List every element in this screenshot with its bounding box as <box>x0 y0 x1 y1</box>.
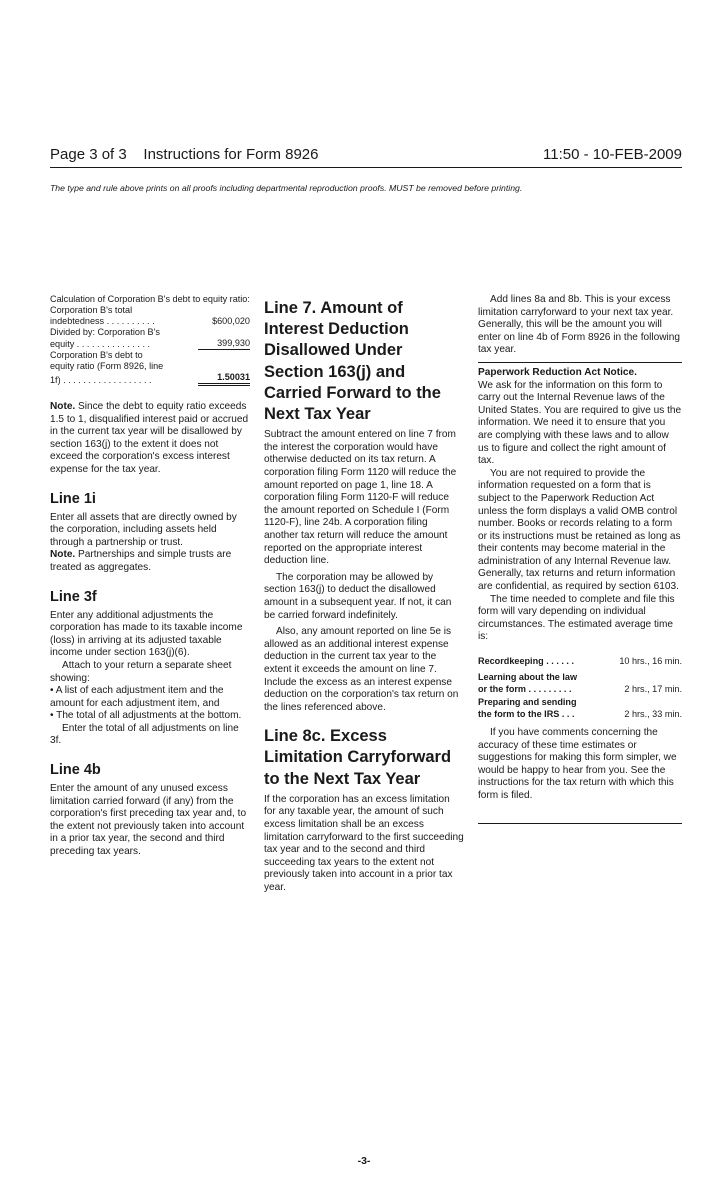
calc-row2-value: 399,930 <box>198 338 250 350</box>
header-right: 11:50 - 10-FEB-2009 <box>543 146 682 163</box>
line-8c-text: If the corporation has an excess limitation for any taxable year, the amount of such excess limitation shall be an excess limitation carryforward to the first succeeding tax year and to the second and third succeeding tax years to the extent not previously taken into account in a prior tax year. <box>264 793 464 894</box>
note-label: Note. <box>50 401 76 412</box>
pra-comments: If you have comments concerning the accuracy of these time estimates or suggestions for making this form simpler, we would be happy to hear from you. See the instructions for the tax return with which this form is filed. <box>478 727 677 801</box>
time-row-preparing <box>478 708 682 721</box>
calc-row3-label-a: Corporation B's debt to <box>50 350 143 360</box>
line-7-text: Subtract the amount entered on line 7 from the interest the corporation would have otherwise deducted on its tax return. A corporation filing Form 1120 will reduce the amount reported on page 1, line 18. A corporation filing Form 1120-F will reduce the amount reported on Schedule I (Form 1120-F), line 24b. A corporation filing another tax return will reduce the amount reported on the appropriate interest deduction line. <box>264 429 457 567</box>
header-left: Page 3 of 3 Instructions for Form 8926 <box>50 146 319 163</box>
line-4b-heading: Line 4b <box>50 762 101 779</box>
pra-heading: Paperwork Reduction Act Notice. <box>478 366 637 378</box>
line-3f-text: Enter any additional adjustments the corporation has made to its taxable income (loss) in arriving at its adjusted taxable income under section 163(j)(6). <box>50 609 243 659</box>
pra-text: We ask for the information on this form to carry out the Internal Revenue laws of the United States. You are required to give us the information. We need it to ensure that you are complying with these laws and to allow us to figure and collect the right amount of tax. <box>478 379 682 467</box>
bullet-item: • A list of each adjustment item and the amount for each adjustment item, and <box>50 685 224 709</box>
pra-text: You are not required to provide the information requested on a form that is subject to the Paperwork Reduction Act unless the form displays a valid OMB control number. Books or records relating to a form or its instructions must be retained as long as their contents may become material in the administration of any Internal Revenue law. Generally, tax returns and return information are confidential, as required by section 6103. <box>478 467 681 593</box>
debt-equity-calculation <box>50 294 250 386</box>
page-number: -3- <box>357 1155 371 1167</box>
heading-line: Line 8c. Excess <box>264 727 387 746</box>
note-text: Partnerships and simple trusts are treated as aggregates. <box>50 549 232 573</box>
time-value: 2 hrs., 17 min. <box>624 684 682 695</box>
line-8c-add: Add lines 8a and 8b. This is your excess limitation carryforward to your next tax year. Generally, this will be the amount you will enter on line 4b of Form 8926 in the following tax year. <box>478 294 680 356</box>
line-3f-total: Enter the total of all adjustments on line 3f. <box>50 722 239 747</box>
end-rule <box>478 823 682 824</box>
line-3f-attach: Attach to your return a separate sheet showing: <box>50 659 232 684</box>
note-text: Since the debt to equity ratio exceeds 1.5 to 1, disqualified interest paid or accrued in the current tax year will be disallowed by section 163(j) to the extent it does not exceed the corporation's excess interest expense for the tax year. <box>50 401 249 475</box>
header-rule <box>50 167 682 168</box>
time-label: or the form . . . . . . . . . <box>478 684 572 695</box>
heading-line: Next Tax Year <box>264 405 371 424</box>
note-debt-ratio <box>50 401 250 477</box>
heading-line: Section 163(j) and <box>264 362 406 381</box>
section-rule <box>478 362 682 363</box>
line-4b-text: Enter the amount of any unused excess limitation carried forward (if any) from the corporation's first preceding tax year and, to the extent not previously taken into account in a prior tax year, the second and third preceding tax years. <box>50 783 247 858</box>
line-7-line5e: Also, any amount reported on line 5e is allowed as an additional interest expense deduction in the current tax year to the extent it exceeds the amount on line 7. Include the excess as an interest expense deduction on the corporation's tax return on the lines referenced above. <box>264 626 459 713</box>
line-3f-heading: Line 3f <box>50 588 97 605</box>
time-label: Preparing and sending <box>478 696 577 707</box>
calc-row2-label-b: equity . . . . . . . . . . . . . . . <box>50 339 151 349</box>
line-8c-heading <box>264 726 464 790</box>
time-label: Recordkeeping . . . . . . <box>478 656 575 667</box>
calc-row3-label-b: equity ratio (Form 8926, line <box>50 361 164 371</box>
heading-line: Limitation Carryforward <box>264 748 452 767</box>
calc-title: Calculation of Corporation B's debt to equity ratio: <box>50 294 250 304</box>
note-label: Note. <box>50 549 76 561</box>
time-estimates <box>478 655 682 721</box>
time-label: Learning about the law <box>478 671 578 682</box>
column-1 <box>50 294 250 859</box>
time-label: the form to the IRS . . . <box>478 709 575 720</box>
column-2 <box>264 294 464 895</box>
line-7-heading <box>264 298 464 425</box>
calc-row1 <box>50 316 250 327</box>
calc-row2 <box>50 338 250 350</box>
calc-row3 <box>50 372 250 386</box>
calc-row1-label-b: indebtedness . . . . . . . . . . <box>50 316 155 326</box>
heading-line: Carried Forward to the <box>264 383 441 402</box>
column-3 <box>478 294 682 824</box>
time-value: 2 hrs., 33 min. <box>624 709 682 720</box>
calc-row3-label-c: 1f) . . . . . . . . . . . . . . . . . . <box>50 375 152 385</box>
time-label-learning <box>478 671 682 684</box>
time-row-recordkeeping <box>478 655 682 668</box>
time-value: 10 hrs., 16 min. <box>619 656 682 667</box>
heading-line: Line 7. Amount of <box>264 299 403 317</box>
line-7-carryforward: The corporation may be allowed by section 163(j) to deduct the disallowed amount in a subsequent year. If not, it can be carried forward indefinitely. <box>264 571 452 621</box>
calc-row3-value: 1.50031 <box>198 372 250 386</box>
line-1i-heading: Line 1i <box>50 490 96 507</box>
note-partnerships <box>50 549 250 574</box>
calc-row1-value: $600,020 <box>212 316 250 326</box>
heading-line: Disallowed Under <box>264 341 403 360</box>
time-row-learning <box>478 683 682 696</box>
bullet-item: • The total of all adjustments at the bottom. <box>50 710 242 722</box>
line-1i-text: Enter all assets that are directly owned by the corporation, including assets held through a partnership or trust. <box>50 511 237 548</box>
calc-row1-label-a: Corporation B's total <box>50 305 133 315</box>
page-header <box>50 146 682 163</box>
time-label-preparing <box>478 696 682 709</box>
proof-note: The type and rule above prints on all proofs including departmental reproduction proofs. MUST be removed before printing. <box>50 183 523 193</box>
pra-text: The time needed to complete and file this form will vary depending on individual circumstances. The estimated average time is: <box>478 593 675 643</box>
heading-line: Interest Deduction <box>264 320 409 339</box>
heading-line: to the Next Tax Year <box>264 769 421 788</box>
calc-row2-label-a: Divided by: Corporation B's <box>50 327 160 337</box>
